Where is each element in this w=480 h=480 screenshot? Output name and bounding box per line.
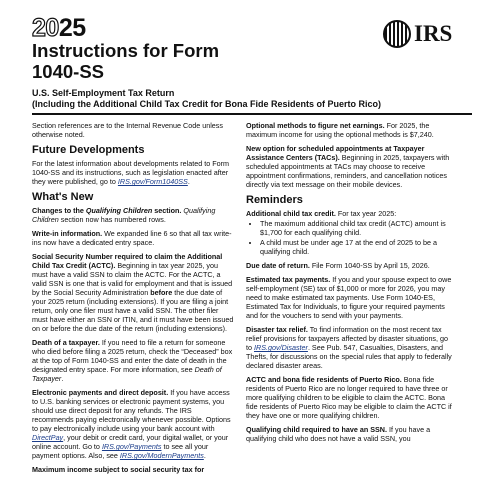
document-subtitle <box>32 88 462 110</box>
qualifying-child-lead: Qualifying child required to have an SSN. <box>246 425 387 434</box>
death-lead: Death of a taxpayer. <box>32 338 100 347</box>
link-modern-payments[interactable]: IRS.gov/ModernPayments <box>119 451 204 460</box>
epay-end: . <box>203 451 206 460</box>
puerto-rico-lead: ACTC and bona fide residents of Puerto Rico. <box>246 375 402 384</box>
writein-lead: Write-in information. <box>32 229 103 238</box>
disaster-paragraph <box>246 325 452 370</box>
irs-logo <box>383 20 452 48</box>
year-outline: 20 <box>32 14 59 42</box>
title-line-2: 1040-SS <box>32 61 104 82</box>
actc-bullet-2: • A child must be under age 17 at the end of 2025 to be a qualifying child. <box>260 238 452 256</box>
appointment-paragraph <box>246 144 452 189</box>
maxincome-paragraph <box>32 465 235 474</box>
epay-text-a: If you have access to U.S. banking services or electronic payment systems, you should use direct deposit for any refunds. The IRS recommends paying electronically whenever possible. Options to pay electronically include using your bank account with <box>32 388 231 433</box>
due-date-text: File Form 1040-SS by April 15, 2026. <box>309 261 430 270</box>
intro-paragraph: Section references are to the Internal Revenue Code unless otherwise noted. <box>32 121 223 139</box>
estimated-tax-lead: Estimated tax payments. <box>246 275 331 284</box>
actc-paragraph <box>246 209 452 218</box>
death-paragraph <box>32 338 235 383</box>
heading-reminders: Reminders <box>246 194 303 206</box>
changes-text: section now has numbered rows. <box>58 215 166 224</box>
writein-text: We expanded line 6 so that all tax write-ins now have a dedicated entry space. <box>32 229 232 247</box>
death-end: . <box>61 374 64 383</box>
form-year <box>32 14 86 42</box>
left-column <box>32 121 235 479</box>
epay-lead: Electronic payments and direct deposit. <box>32 388 169 397</box>
optional-paragraph <box>246 121 452 139</box>
ssn-lead: Social Security Number required to claim the Additional Child Tax Credit (ACTC). <box>32 252 223 270</box>
death-text: If you need to file a return for someone who died before filing a 2025 return, check the “Deceased” box at the top of Form 1040-SS and enter the date of death in the designated entry space. For more information, see <box>32 338 233 374</box>
right-column <box>246 121 452 448</box>
due-date-lead: Due date of return. <box>246 261 310 270</box>
changes-italic: Qualifying Children <box>32 206 216 224</box>
future-paragraph: For the latest information about developments related to Form 1040-SS and its instructions, such as legislation enacted after they were published, go to IRS.gov/Form1040SS. <box>32 159 229 186</box>
epay-text-c: to see all your payment options. Also, see <box>32 442 209 460</box>
disaster-text-a: To find information on the most recent tax relief provisions for taxpayers affected by disaster situations, go to <box>246 325 449 352</box>
link-irs-disaster[interactable]: IRS.gov/Disaster <box>254 343 308 352</box>
epay-text-b: , your debit or credit card, your digital wallet, or your online account. Go to <box>32 433 229 451</box>
epay-paragraph <box>32 388 235 460</box>
actc-bullet-list <box>246 219 452 256</box>
ssn-text-a: Beginning in tax year 2025, you must have a valid SSN to claim the ACTC. For the ACTC, a valid SSN is one that is valid for employment and that is issued by the Social Security Administration <box>32 261 233 297</box>
qualifying-child-paragraph <box>246 425 452 443</box>
document-title <box>32 40 332 82</box>
actc-text: For tax year 2025: <box>335 209 397 218</box>
header-divider <box>32 113 472 115</box>
year-solid: 25 <box>58 14 86 42</box>
link-irs-payments[interactable]: IRS.gov/Payments <box>101 442 162 451</box>
changes-lead: Changes to the <box>32 206 86 215</box>
ssn-before: before <box>150 288 173 297</box>
appointment-text: Beginning in 2025, taxpayers with scheduled appointments at TACs may choose to receive appointment confirmations, reminders, and cancellation notices directly via text message on their mobile devices. <box>246 153 450 189</box>
link-form1040ss[interactable]: IRS.gov/Form1040SS <box>117 177 188 186</box>
estimated-tax-text: If you and your spouse expect to owe self-employment (SE) tax of $1,000 or more for 2026, you may need to make estimated tax payments. Use Form 1040-ES, Estimated Tax for Individuals, to figure your required payments and for the vouchers to send with your payments. <box>246 275 452 320</box>
qualifying-child-text: If you have a qualifying child who does not have a valid SSN, you <box>246 425 431 443</box>
irs-eagle-icon <box>383 20 411 48</box>
actc-bullet-1: • The maximum additional child tax credit (ACTC) amount is $1,700 for each qualifying child. <box>260 219 452 237</box>
maxincome-lead: Maximum income subject to social security tax for <box>32 465 205 474</box>
heading-whats-new: What's New <box>32 191 94 203</box>
estimated-tax-paragraph <box>246 275 452 320</box>
irs-logo-text: IRS <box>414 21 453 46</box>
link-directpay[interactable]: DirectPay <box>32 433 64 442</box>
subtitle-line-2: (Including the Additional Child Tax Credit for Bona Fide Residents of Puerto Rico) <box>32 99 382 109</box>
appointment-lead: New option for scheduled appointments at Taxpayer Assistance Centers (TACs). <box>246 144 425 162</box>
disaster-text-b: . See Pub. 547, Casualties, Disasters, and Thefts, for discussions on the special rules that apply to federally declared disaster areas. <box>246 343 452 370</box>
optional-lead: Optional methods to figure net earnings. <box>246 121 385 130</box>
puerto-rico-paragraph <box>246 375 452 420</box>
death-italic: Death of Taxpayer <box>32 365 222 383</box>
due-date-paragraph <box>246 261 452 270</box>
disaster-lead: Disaster tax relief. <box>246 325 308 334</box>
subtitle-line-1: U.S. Self-Employment Tax Return <box>32 88 175 98</box>
changes-lead-italic: Qualifying Children <box>85 206 153 215</box>
heading-future-developments: Future Developments <box>32 144 145 156</box>
actc-lead: Additional child tax credit. <box>246 209 336 218</box>
writein-paragraph <box>32 229 235 247</box>
changes-paragraph <box>32 206 235 224</box>
optional-text: For 2025, the maximum income for using the optional methods is $7,240. <box>246 121 434 139</box>
title-line-1: Instructions for Form <box>32 40 220 61</box>
future-text: For the latest information about developments related to Form 1040-SS and its instructions, such as legislation enacted after they were published, go to <box>32 159 229 186</box>
ssn-paragraph <box>32 252 235 333</box>
ssn-text-b: the due date of your 2025 return (including extensions). If you are filing a joint return, only one filer must have a valid SSN. The other filer must have either an SSN or ITIN, and it must have been issued on or before the due date of the return (including extensions). <box>32 288 234 333</box>
changes-lead-end: section. <box>152 206 182 215</box>
puerto-rico-text: Bona fide residents of Puerto Rico are no longer required to have three or more qualifying children to be eligible to claim the ACTC. Bona fide residents of Puerto Rico may be eligible to claim the ACTC if they have one or more qualifying children. <box>246 375 452 420</box>
